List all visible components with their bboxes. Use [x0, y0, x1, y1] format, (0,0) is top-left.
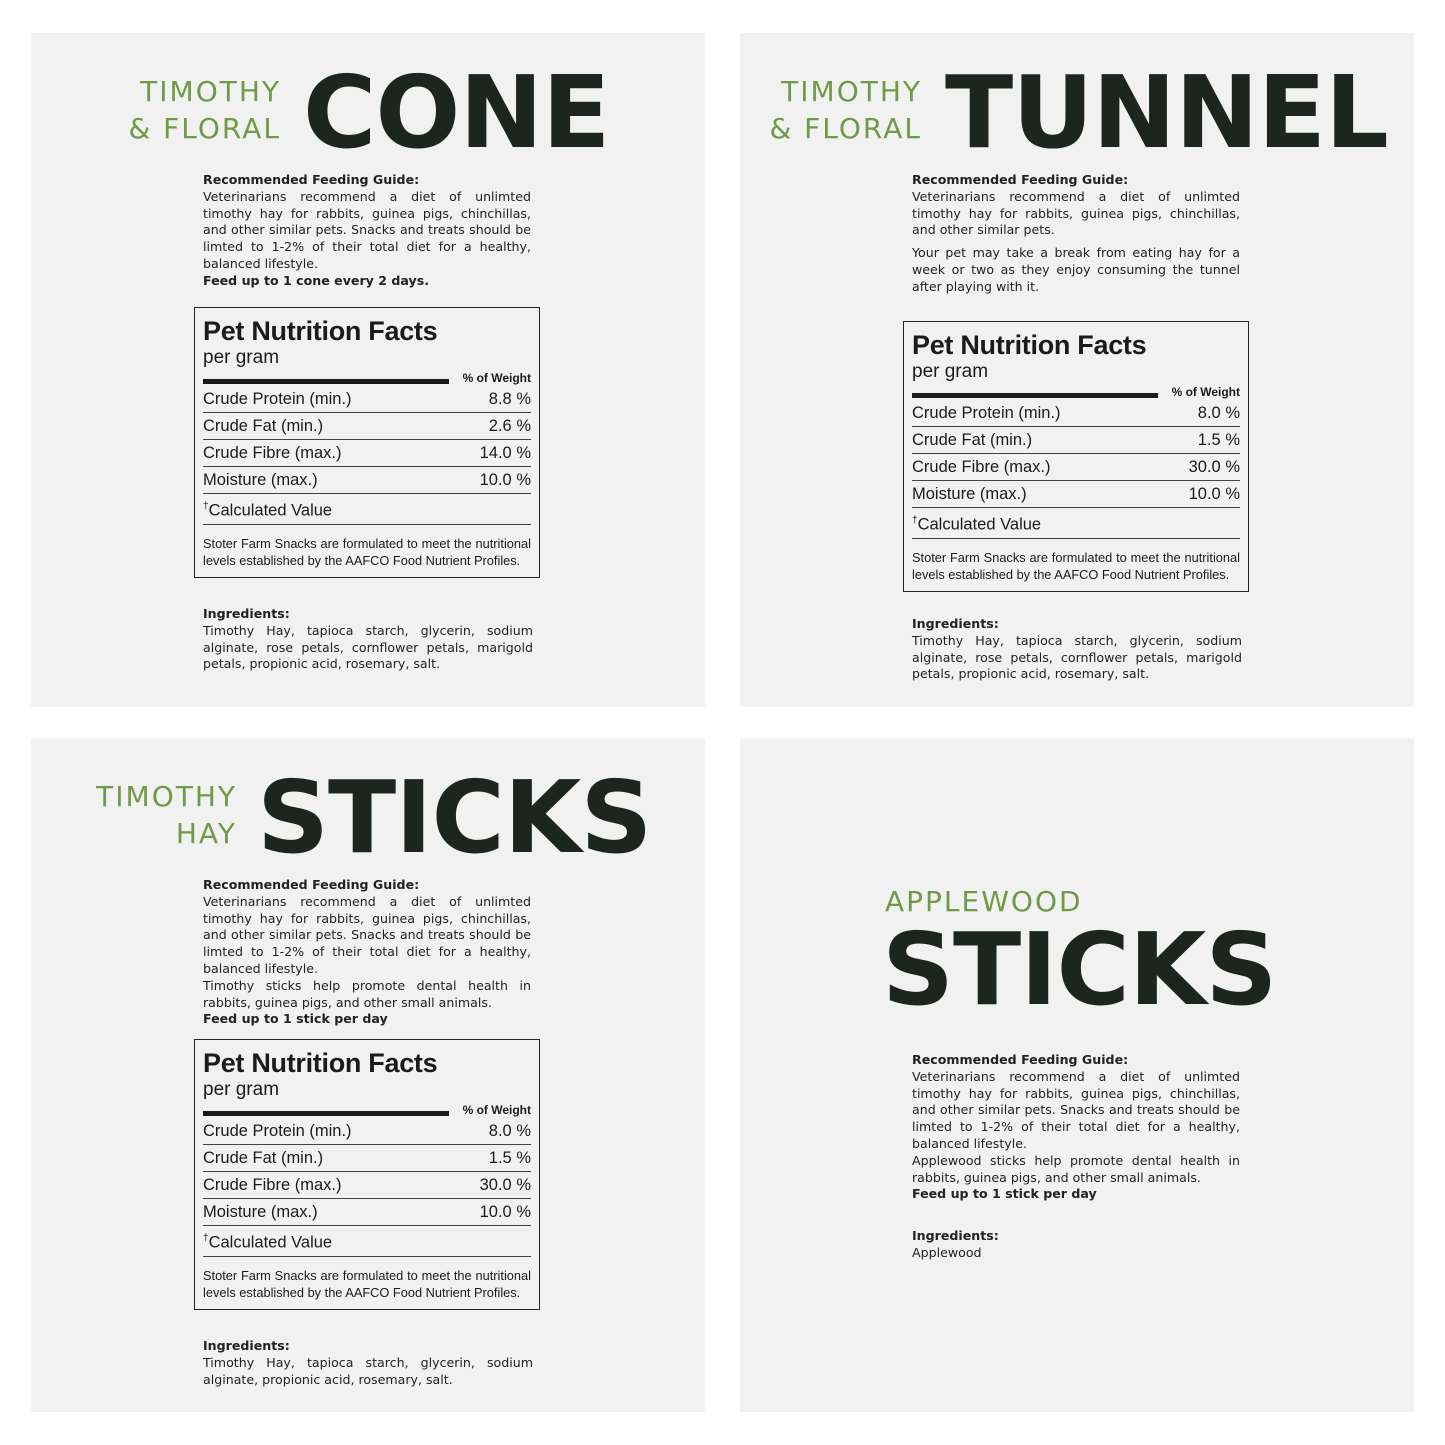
nutrition-title: Pet Nutrition Facts: [203, 316, 438, 346]
calculated-value-text: Calculated Value: [208, 501, 333, 520]
nutrient-label: Moisture (max.): [912, 485, 1027, 503]
nutrition-row: [203, 467, 531, 494]
nutrient-label: Crude Fibre (max.): [912, 458, 1051, 476]
ingredients: [203, 1338, 533, 1388]
calculated-value-note: [203, 494, 531, 525]
feeding-guide-text: Veterinarians recommend a diet of unlimted timothy hay for rabbits, guinea pigs, chinchillas, and other similar pets. Snacks and treats should be limted to 1-2% of their total diet for a healthy, balanced lifestyle.: [203, 893, 531, 976]
nutrition-row: [912, 427, 1240, 454]
feeding-guide-text: Timothy sticks help promote dental health in rabbits, guinea pigs, and other small animals.: [203, 977, 531, 1010]
ingredients-text: Timothy Hay, tapioca starch, glycerin, sodium alginate, propionic acid, rosemary, salt.: [203, 1354, 533, 1387]
ingredients: [912, 1228, 1242, 1262]
product-subtitle: TIMOTHY & FLORAL: [769, 75, 922, 145]
nutrient-value: 10.0 %: [479, 471, 531, 489]
ingredients-heading: Ingredients:: [203, 1338, 290, 1353]
nutrient-value: 30.0 %: [479, 1176, 531, 1194]
product-title: CONE: [303, 54, 610, 171]
product-subtitle: TIMOTHY HAY: [96, 780, 237, 850]
nutrition-column-header: % of Weight: [462, 1103, 531, 1117]
nutrient-value: 1.5 %: [488, 1149, 531, 1167]
dagger-mark: †: [203, 1233, 209, 1244]
nutrition-per: per gram: [912, 361, 989, 382]
ingredients-heading: Ingredients:: [912, 1228, 999, 1243]
nutrition-footer: Stoter Farm Snacks are formulated to meet the nutritional levels established by the AAFCO Food Nutrient Profiles.: [912, 549, 1240, 582]
feeding-guide-heading: Recommended Feeding Guide:: [203, 172, 420, 187]
ingredients: [203, 606, 533, 673]
nutrition-column-header: % of Weight: [462, 371, 531, 385]
feeding-guide-heading: Recommended Feeding Guide:: [203, 877, 420, 892]
nutrition-row: [912, 481, 1240, 508]
product-title: STICKS: [882, 911, 1277, 1028]
calculated-value-note: [912, 508, 1240, 539]
nutrient-label: Crude Fat (min.): [912, 431, 1033, 449]
nutrition-row: [203, 386, 531, 413]
nutrient-label: Crude Protein (min.): [912, 404, 1061, 422]
nutrient-value: 2.6 %: [488, 417, 531, 435]
nutrition-row: [203, 440, 531, 467]
nutrient-label: Crude Fat (min.): [203, 1149, 324, 1167]
feeding-guide-heading: Recommended Feeding Guide:: [912, 172, 1129, 187]
nutrient-value: 1.5 %: [1197, 431, 1240, 449]
nutrient-value: 8.0 %: [488, 1122, 531, 1140]
nutrition-facts-box: [903, 321, 1249, 592]
ingredients: [912, 616, 1242, 683]
nutrient-label: Moisture (max.): [203, 1203, 318, 1221]
nutrition-facts-box: [194, 307, 540, 578]
nutrient-label: Crude Protein (min.): [203, 390, 352, 408]
nutrient-label: Crude Protein (min.): [203, 1122, 352, 1140]
nutrition-row: [203, 413, 531, 440]
product-title: TUNNEL: [945, 54, 1388, 171]
feeding-guide: [912, 1052, 1240, 1203]
nutrition-facts-box: [194, 1039, 540, 1310]
nutrient-label: Crude Fibre (max.): [203, 444, 342, 462]
ingredients-text: Timothy Hay, tapioca starch, glycerin, sodium alginate, rose petals, cornflower petals, marigold petals, propionic acid, rosemary, salt.: [912, 632, 1242, 682]
ingredients-text: Applewood: [912, 1244, 982, 1260]
feeding-guide-text: Veterinarians recommend a diet of unlimted timothy hay for rabbits, guinea pigs, chinchillas, and other similar pets.: [912, 188, 1240, 238]
dagger-mark: †: [203, 501, 209, 512]
nutrient-label: Crude Fat (min.): [203, 417, 324, 435]
feeding-guide-instruction: Feed up to 1 stick per day: [912, 1186, 1097, 1202]
feeding-guide-text: Applewood sticks help promote dental health in rabbits, guinea pigs, and other small animals.: [912, 1152, 1240, 1185]
calculated-value-text: Calculated Value: [917, 515, 1042, 534]
nutrition-row: [912, 400, 1240, 427]
nutrition-footer: Stoter Farm Snacks are formulated to meet the nutritional levels established by the AAFCO Food Nutrient Profiles.: [203, 535, 531, 568]
nutrition-footer: Stoter Farm Snacks are formulated to meet the nutritional levels established by the AAFCO Food Nutrient Profiles.: [203, 1267, 531, 1300]
product-panel-timothy-sticks: [31, 738, 705, 1412]
product-title: STICKS: [257, 759, 652, 876]
nutrient-value: 10.0 %: [479, 1203, 531, 1221]
nutrition-row: [203, 1172, 531, 1199]
nutrient-value: 8.0 %: [1197, 404, 1240, 422]
nutrition-row: [912, 454, 1240, 481]
nutrient-value: 14.0 %: [479, 444, 531, 462]
nutrition-title: Pet Nutrition Facts: [912, 330, 1147, 360]
feeding-guide-instruction: Feed up to 1 stick per day: [203, 1011, 388, 1027]
dagger-mark: †: [912, 515, 918, 526]
nutrient-label: Moisture (max.): [203, 471, 318, 489]
feeding-guide-text: Your pet may take a break from eating hay for a week or two as they enjoy consuming the tunnel after playing with it.: [912, 245, 1240, 294]
nutrient-value: 10.0 %: [1188, 485, 1240, 503]
nutrition-title: Pet Nutrition Facts: [203, 1048, 438, 1078]
feeding-guide-text: Veterinarians recommend a diet of unlimted timothy hay for rabbits, guinea pigs, chinchillas, and other similar pets. Snacks and treats should be limted to 1-2% of their total diet for a healthy, balanced lifestyle.: [912, 1068, 1240, 1151]
nutrition-row: [203, 1199, 531, 1226]
nutrition-row: [203, 1145, 531, 1172]
nutrition-per: per gram: [203, 347, 280, 368]
product-panel-tunnel: [740, 33, 1414, 707]
product-panel-applewood-sticks: [740, 738, 1414, 1412]
nutrition-divider: [203, 1111, 449, 1116]
ingredients-heading: Ingredients:: [912, 616, 999, 631]
calculated-value-note: [203, 1226, 531, 1257]
nutrition-row: [203, 1118, 531, 1145]
feeding-guide-text: Veterinarians recommend a diet of unlimted timothy hay for rabbits, guinea pigs, chinchillas, and other similar pets. Snacks and treats should be limted to 1-2% of their total diet for a healthy, balanced lifestyle.: [203, 188, 531, 271]
nutrition-divider: [912, 393, 1158, 398]
product-panel-cone: [31, 33, 705, 707]
nutrition-divider: [203, 379, 449, 384]
feeding-guide: [203, 877, 531, 1028]
nutrient-value: 8.8 %: [488, 390, 531, 408]
calculated-value-text: Calculated Value: [208, 1233, 333, 1252]
nutrition-per: per gram: [203, 1079, 280, 1100]
feeding-guide-instruction: Feed up to 1 cone every 2 days.: [203, 272, 430, 288]
product-subtitle: APPLEWOOD: [885, 885, 1083, 918]
ingredients-text: Timothy Hay, tapioca starch, glycerin, sodium alginate, rose petals, cornflower petals, marigold petals, propionic acid, rosemary, salt.: [203, 622, 533, 672]
nutrition-column-header: % of Weight: [1171, 385, 1240, 399]
feeding-guide: [203, 172, 531, 290]
feeding-guide-heading: Recommended Feeding Guide:: [912, 1052, 1129, 1067]
feeding-guide: [912, 172, 1240, 296]
ingredients-heading: Ingredients:: [203, 606, 290, 621]
nutrient-value: 30.0 %: [1188, 458, 1240, 476]
product-subtitle: TIMOTHY & FLORAL: [128, 75, 281, 145]
nutrient-label: Crude Fibre (max.): [203, 1176, 342, 1194]
